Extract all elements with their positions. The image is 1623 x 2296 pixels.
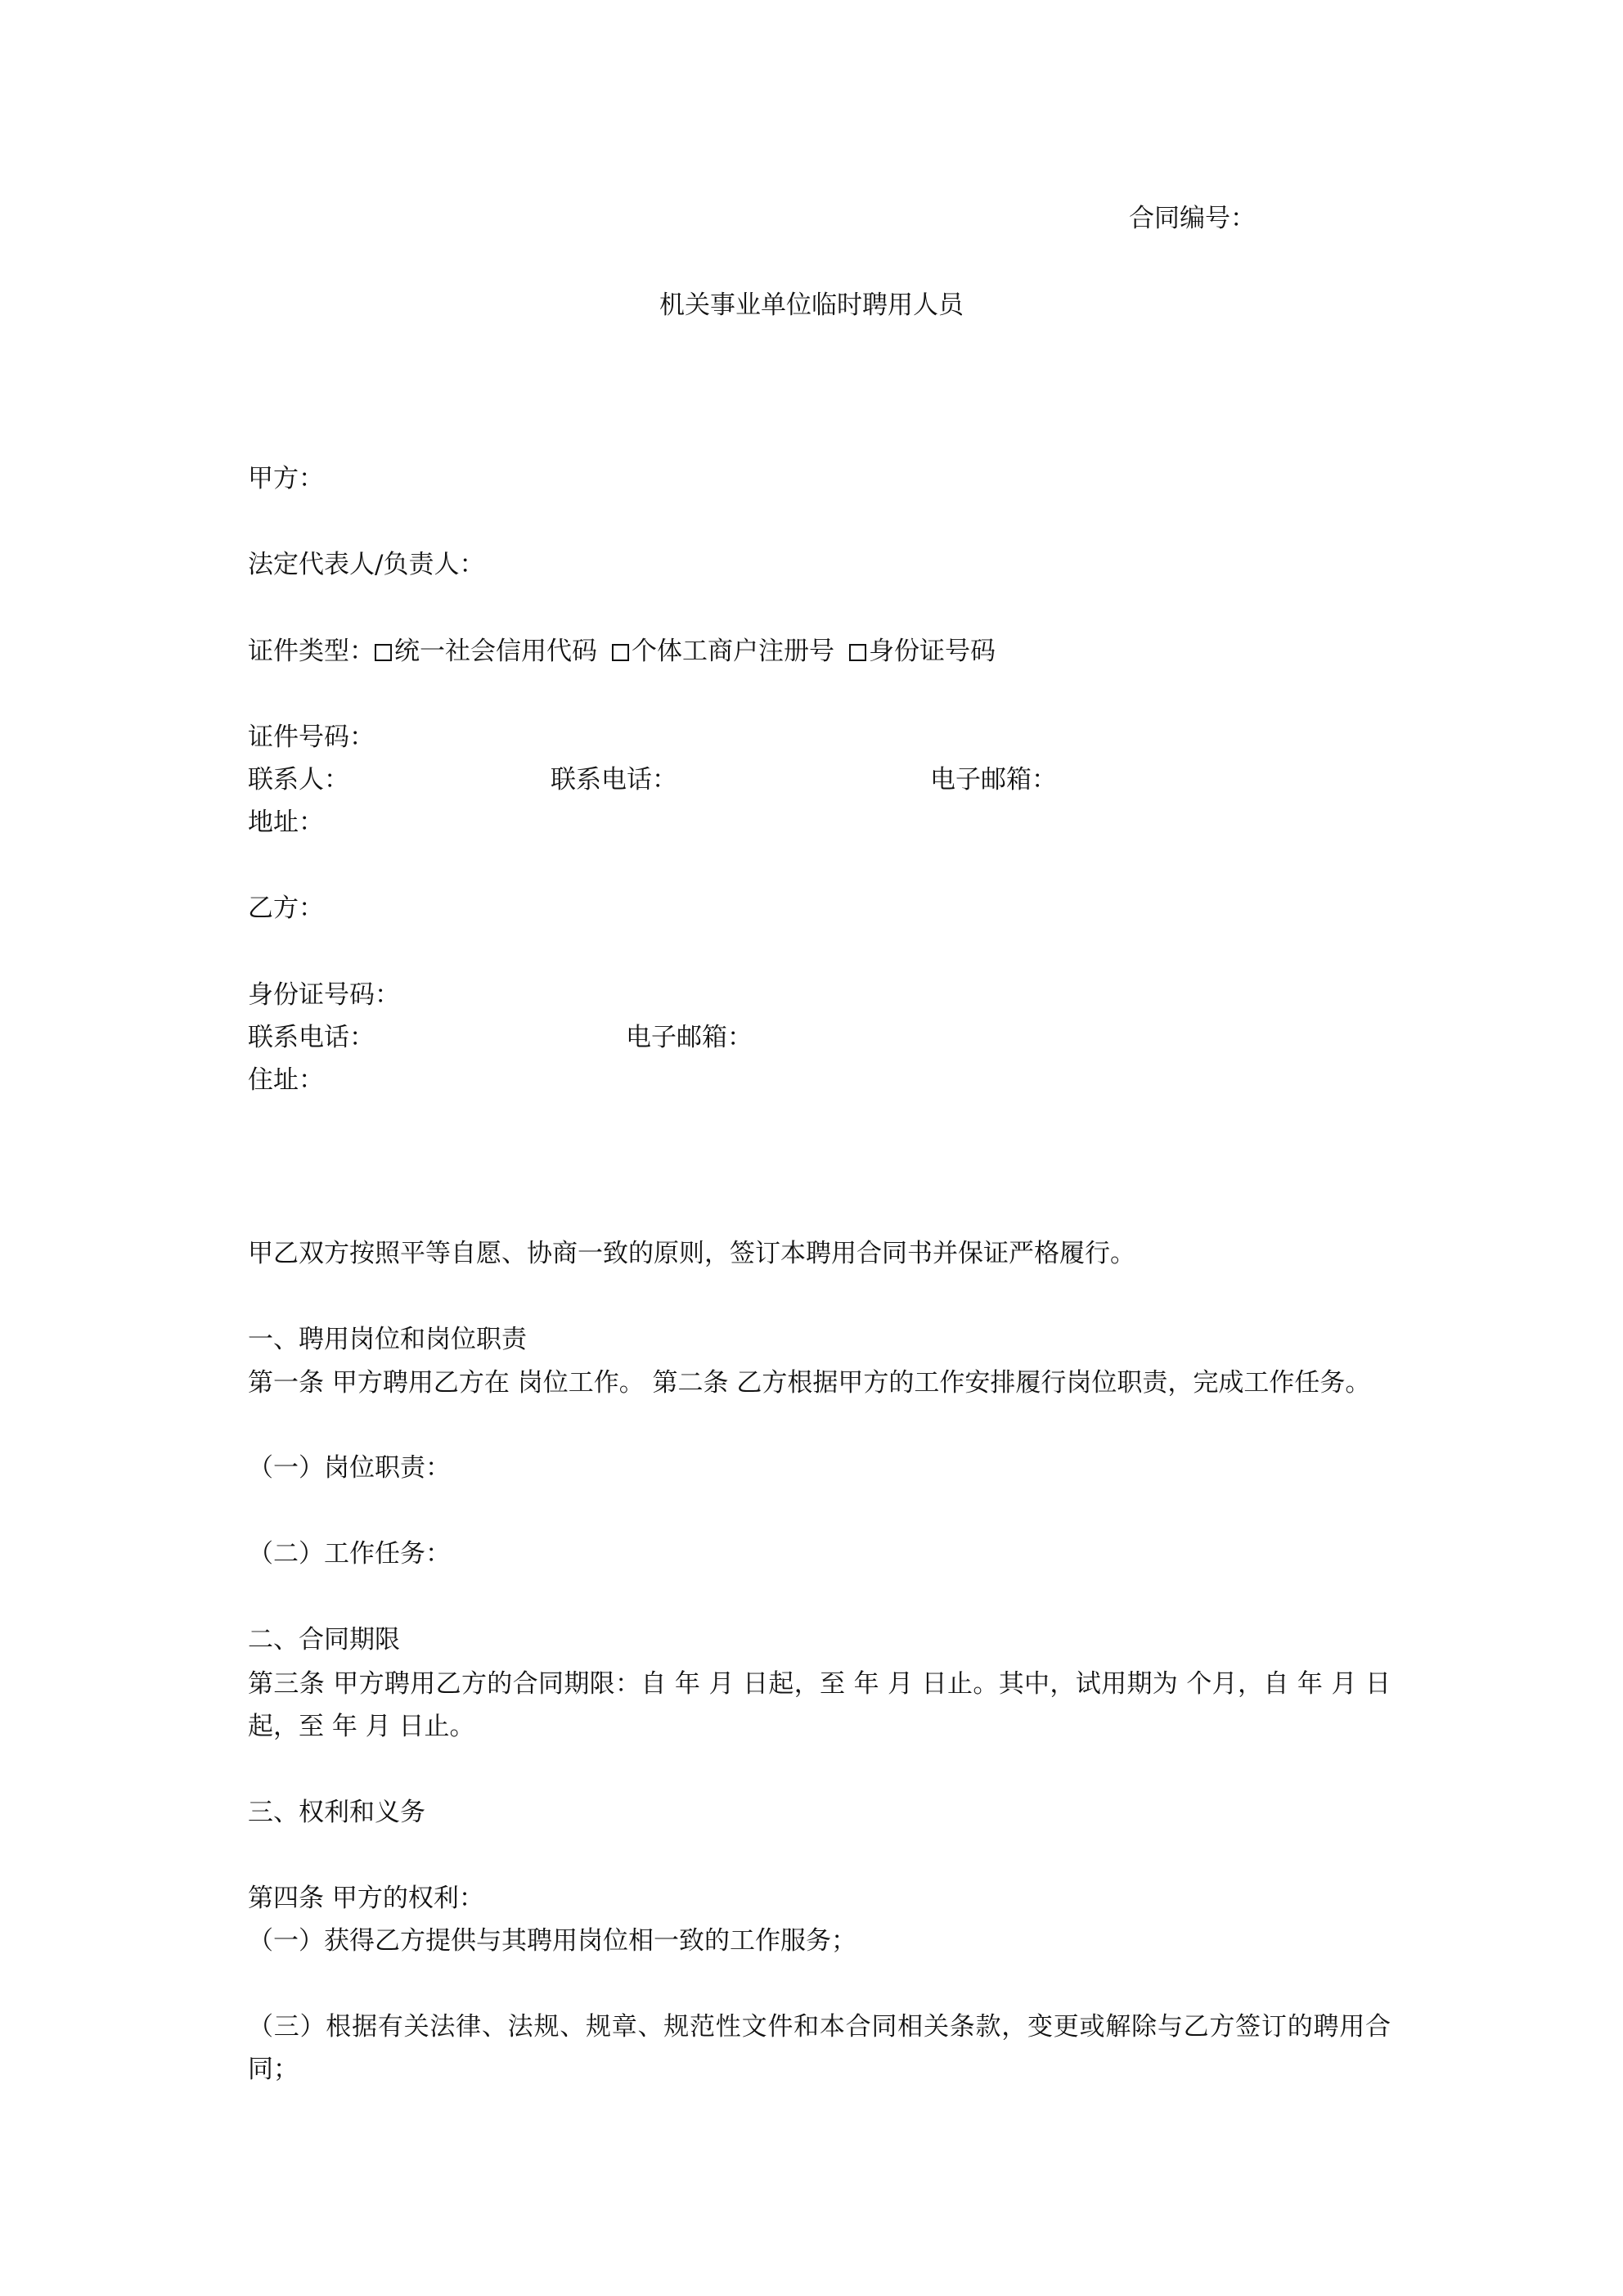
checkbox-icon[interactable]: [612, 644, 629, 661]
article-3: 第三条 甲方聘用乙方的合同期限：自 年 月 日起，至 年 月 日止。其中，试用期为 个月，自 年 月 日起，至 年 月 日止。: [248, 1669, 1391, 1741]
party-a-id-no-label: 证件号码：: [248, 723, 375, 752]
party-b-phone-label: 联系电话：: [248, 1023, 375, 1052]
task-label: （二）工作任务：: [248, 1539, 451, 1569]
party-a-legal-rep-label: 法定代表人/负责人：: [248, 550, 485, 579]
duty-label: （一）岗位职责：: [248, 1453, 451, 1483]
party-b-email-label: 电子邮箱：: [626, 1023, 753, 1052]
party-a-phone-label: 联系电话：: [551, 765, 677, 795]
party-b-address-label: 住址：: [248, 1065, 324, 1095]
id-type-label: 证件类型：: [248, 637, 375, 666]
party-a-label: 甲方：: [248, 464, 324, 493]
section-2-title: 二、合同期限: [248, 1625, 400, 1654]
party-a-address-label: 地址：: [248, 808, 324, 837]
party-a-contact-row: [248, 763, 1393, 796]
party-b-id-no-label: 身份证号码：: [248, 980, 400, 1010]
article-1-2: 第一条 甲方聘用乙方在 岗位工作。 第二条 乙方根据甲方的工作安排履行岗位职责，完成工作任务。: [248, 1368, 1371, 1398]
article-4-title: 第四条 甲方的权利：: [248, 1884, 484, 1913]
right-1: （一）获得乙方提供与其聘用岗位相一致的工作服务；: [248, 1926, 856, 1956]
id-type-option-credit-code[interactable]: 统一社会信用代码: [375, 637, 597, 666]
document-title: 机关事业单位临时聘用人员: [659, 290, 964, 320]
party-a-contact-label: 联系人：: [248, 765, 349, 795]
section-3-title: 三、权利和义务: [248, 1798, 425, 1827]
party-a-id-type-row: [248, 635, 1010, 668]
party-b-contact-row: [248, 1021, 1393, 1054]
right-3: （三）根据有关法律、法规、规章、规范性文件和本合同相关条款，变更或解除与乙方签订的聘用合同；: [248, 2012, 1391, 2084]
party-a-email-label: 电子邮箱：: [930, 765, 1057, 795]
id-type-option-id-card[interactable]: 身份证号码: [849, 637, 996, 666]
checkbox-icon[interactable]: [849, 644, 866, 661]
checkbox-icon[interactable]: [375, 644, 392, 661]
section-1-title: 一、聘用岗位和岗位职责: [248, 1325, 527, 1354]
party-b-label: 乙方：: [248, 894, 324, 923]
intro-paragraph: 甲乙双方按照平等自愿、协商一致的原则，签订本聘用合同书并保证严格履行。: [248, 1239, 1135, 1268]
contract-number-label: 合同编号：: [1129, 204, 1256, 233]
id-type-option-business-reg[interactable]: 个体工商户注册号: [612, 637, 834, 666]
